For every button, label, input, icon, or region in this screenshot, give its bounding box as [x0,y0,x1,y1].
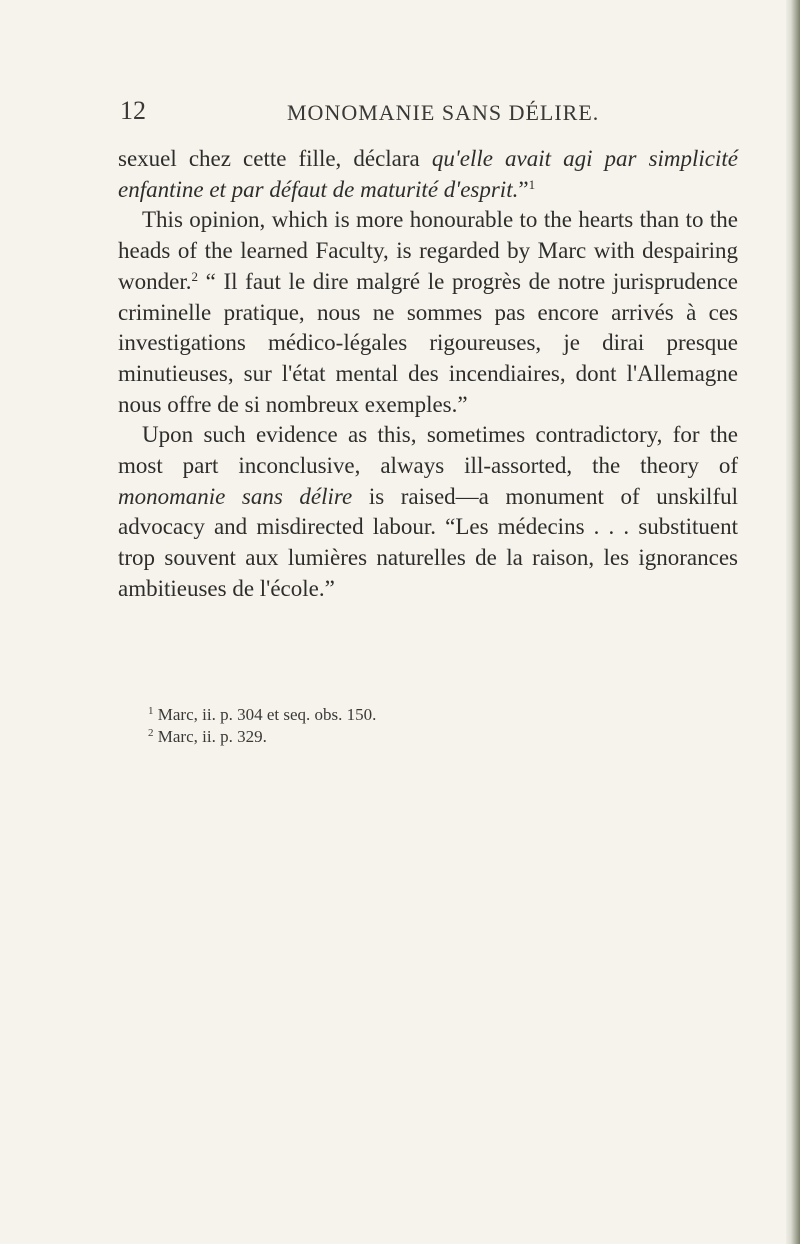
footnote-1 [148,704,708,726]
footnotes [148,704,708,748]
footnote-2 [148,726,708,748]
paragraph-2 [118,205,738,420]
paragraph-3 [118,420,738,604]
footnote-text: Marc, ii. p. 329. [153,727,267,746]
paragraph-1 [118,144,738,205]
footnote-text: Marc, ii. p. 304 et seq. obs. 150. [153,705,377,724]
footnote-ref-2: 2 [191,268,198,284]
running-head: MONOMANIE SANS DÉLIRE. [287,100,600,125]
footnote-ref-1: 1 [528,176,536,192]
paragraph-3-text: Upon such evidence as this, sometimes contradictory, for the most part inconclusive, always ill-assorted, the theory of [118,422,738,479]
paragraph-3-rest: is raised—a monument of unskilful advocacy and misdirected labour. “Les médecins . . . substituent trop souvent aux lumières naturelles de la raison, les ignorances ambitieuses de l'école.” [118,483,738,601]
paragraph-1-italic: qu'elle avait agi par simplicité enfantine et par défaut de maturité d'esprit. [118,146,738,202]
page-edge-shadow [786,0,800,1244]
footnote-number: 2 [148,727,154,739]
page-header [0,96,800,136]
page-number: 12 [120,96,146,125]
paragraph-3-italic: monomanie sans délire [118,483,353,509]
paragraph-1-text: sexuel chez cette fille, déclara [118,146,432,171]
body-text [118,144,738,605]
paragraph-2-text: This opinion, which is more honourable to the hearts than to the heads of the learned Faculty, is regarded by Marc with despairing wonder. [118,207,738,294]
closing-quote: ” [518,176,529,202]
footnote-number: 1 [148,705,154,717]
paragraph-2-quote: “ Il faut le dire malgré le progrès de notre jurisprudence criminelle pratique, nous ne sommes pas encore arrivés à ces investigations médico-légales rigoureuses, je dirai presque minutieuses, sur l'état mental des incendiaires, dont l'Allemagne nous offre de si nombreux exemples.” [118,268,738,417]
